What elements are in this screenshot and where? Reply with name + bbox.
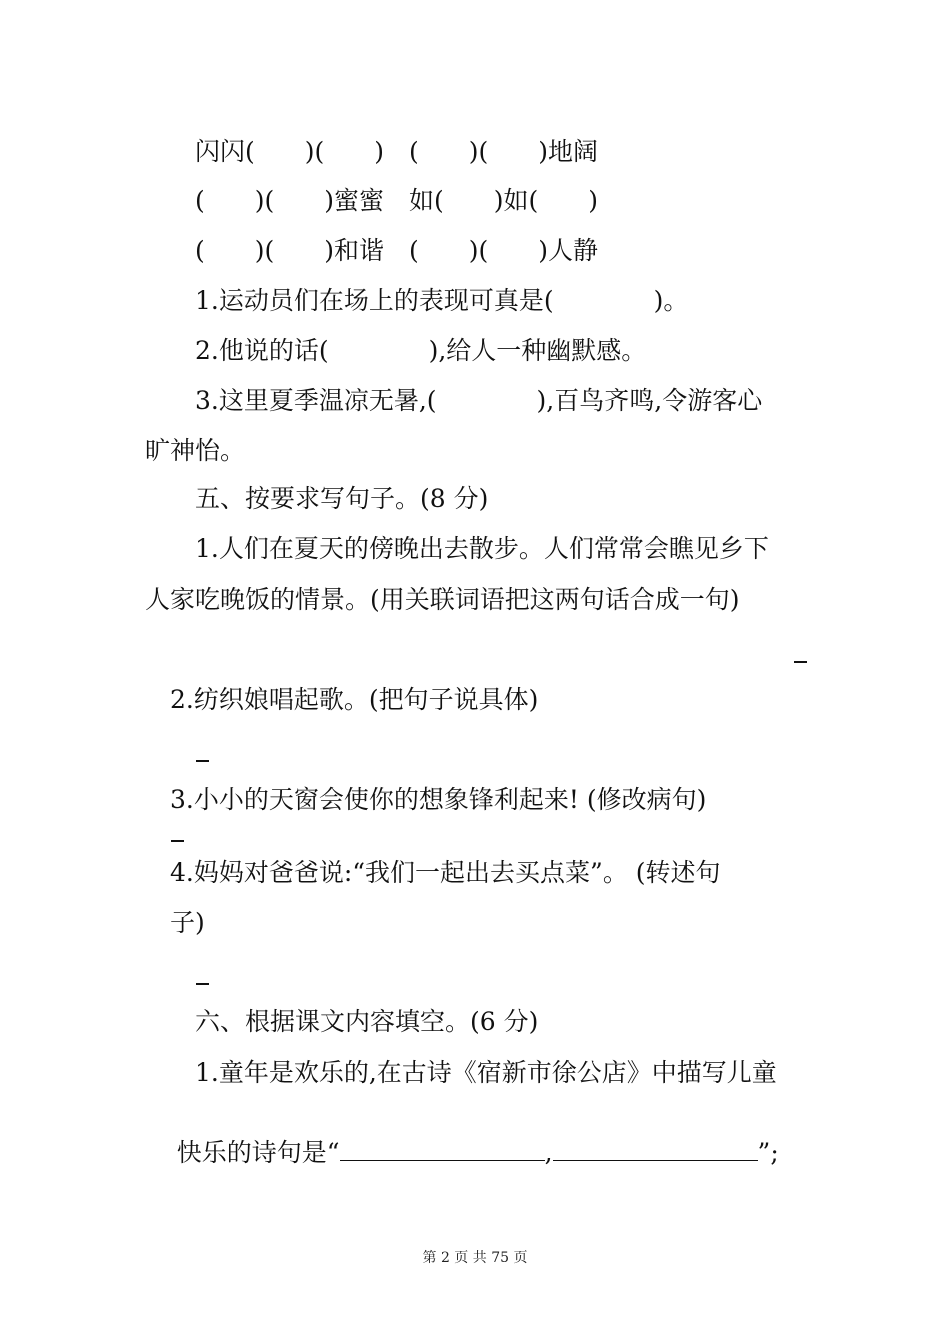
question-6-1-separator: , [544, 1138, 553, 1167]
answer-line-5-4 [196, 983, 209, 985]
question-5-2: 2.纺织娘唱起歌。(把句子说具体) [170, 685, 539, 714]
question-4-3-line-1: 3.这里夏季温凉无暑,( ),百鸟齐鸣,令游客心 [195, 386, 763, 415]
question-4-2: 2.他说的话( ),给人一种幽默感。 [195, 336, 647, 365]
idiom-row-3: ( )( )和谐 ( )( )人静 [195, 236, 599, 265]
question-4-1: 1.运动员们在场上的表现可真是( )。 [195, 286, 689, 315]
question-5-4-line-1: 4.妈妈对爸爸说:“我们一起出去买点菜”。 (转述句 [170, 858, 721, 887]
idiom-row-1: 闪闪( )( ) ( )( )地阔 [195, 137, 599, 166]
section-5-title: 五、按要求写句子。(8 分) [195, 484, 489, 513]
question-5-1-line-2: 人家吃晚饭的情景。(用关联词语把这两句话合成一句) [145, 585, 740, 614]
question-5-1-line-1: 1.人们在夏天的傍晚出去散步。人们常常会瞧见乡下 [195, 534, 769, 563]
question-6-1-line-2 [145, 1108, 779, 1198]
question-6-1-suffix: ”; [757, 1138, 779, 1167]
poem-blank-2[interactable] [553, 1138, 758, 1161]
answer-line-5-1 [794, 661, 807, 663]
answer-line-5-2 [196, 760, 209, 762]
page-footer: 第 2 页 共 75 页 [422, 1250, 528, 1266]
idiom-row-2: ( )( )蜜蜜 如( )如( ) [195, 186, 599, 215]
question-5-3: 3.小小的天窗会使你的想象锋利起来! (修改病句) [170, 785, 707, 814]
question-5-4-line-2: 子) [170, 908, 205, 937]
poem-blank-1[interactable] [340, 1138, 545, 1161]
answer-line-5-3 [171, 840, 184, 842]
question-6-1-prefix: 快乐的诗句是“ [176, 1138, 340, 1167]
section-6-title: 六、根据课文内容填空。(6 分) [195, 1007, 539, 1036]
question-6-1-line-1: 1.童年是欢乐的,在古诗《宿新市徐公店》中描写儿童 [195, 1058, 777, 1087]
question-4-3-line-2: 旷神怡。 [145, 436, 246, 465]
